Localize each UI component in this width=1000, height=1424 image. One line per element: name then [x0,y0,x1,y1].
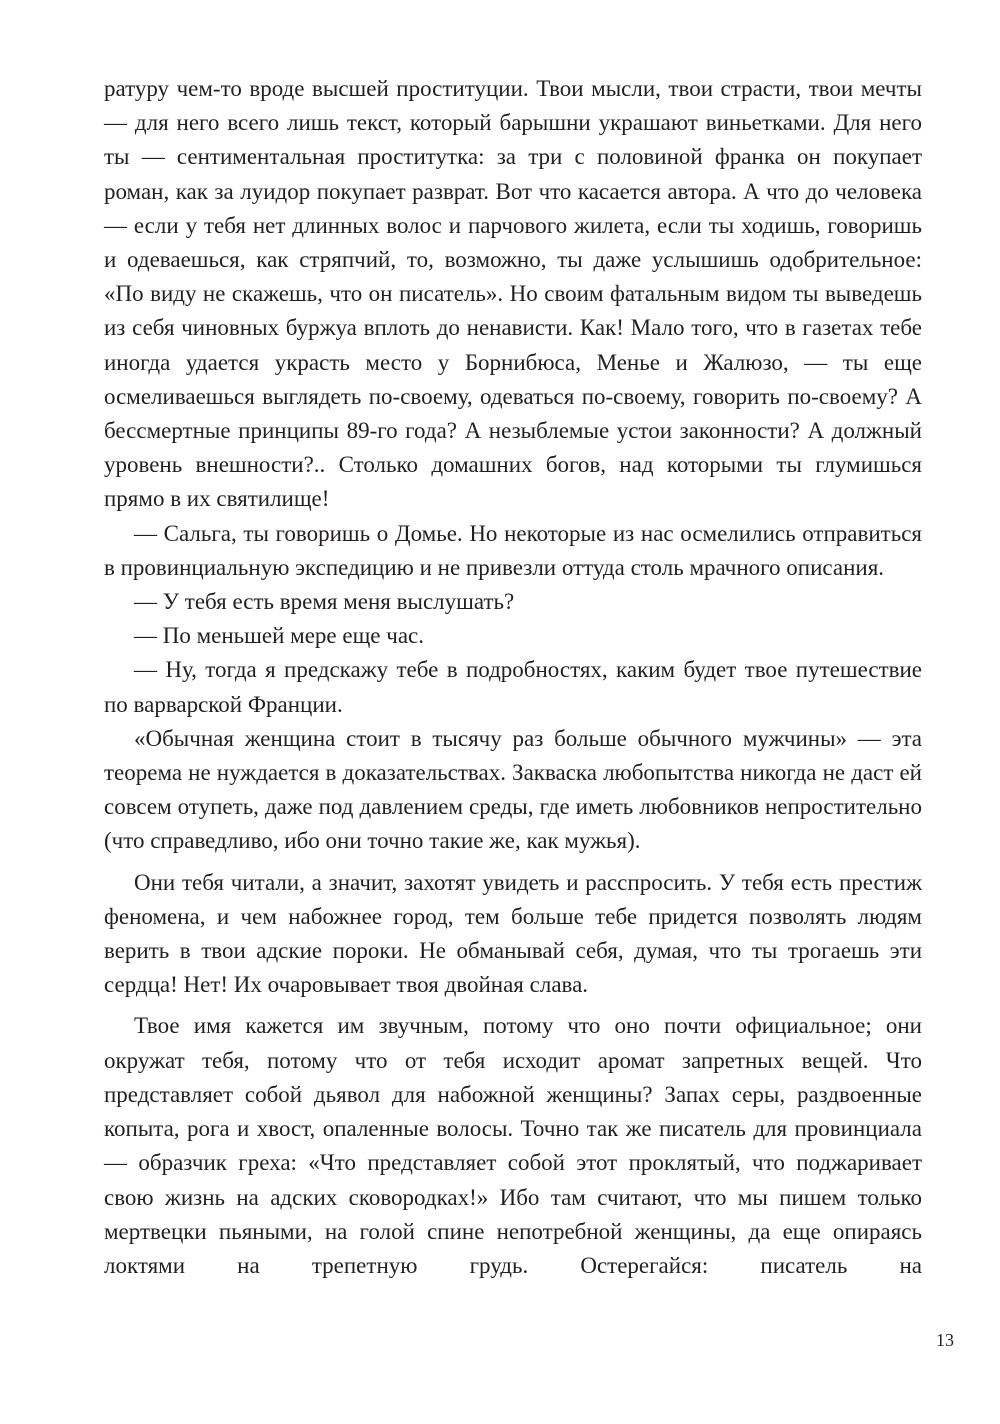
paragraph-8: Твое имя кажется им звучным, потому что оно почти официальное; они окружат тебя, потому что от тебя исходит аромат запретных вещей. Что представляет собой дьявол для набожной женщины? Запах серы, раздвоенные копыта, рога и хвост, опаленные волосы. Точно так же писатель для провинциала — образчик греха: «Что представляет собой этот проклятый, что поджаривает свою жизнь на адских сковородках!» Ибо там считают, что мы пишем только мертвецки пьяными, на голой спине непотребной женщины, да еще опираясь локтями на трепетную грудь. Остерегайся: писатель на [104,1013,922,1278]
paragraph-4: — По меньшей мере еще час. [134,623,424,649]
paragraph-6: «Обычная женщина стоит в тысячу раз больше обычного мужчины» — эта теорема не нуждается в доказательствах. Закваска любопытства никогда не даст ей совсем отупеть, даже под давлением среды, где иметь любовников непростительно (что справедливо, ибо они точно такие же, как мужья). [104,725,922,854]
page-number: 13 [936,1330,954,1350]
paragraph-3: — У тебя есть время меня выслушать? [134,589,515,615]
paragraph-5: — Ну, тогда я предскажу тебе в подробностях, каким будет твое путешествие по варварской Франции. [104,657,922,717]
paragraph-2: — Сальга, ты говоришь о Домье. Но некоторые из нас осмелились отправиться в провинциальную экспедицию и не привезли оттуда столь мрачного описания. [104,520,922,580]
paragraph-7: Они тебя читали, а значит, захотят увидеть и расспросить. У тебя есть престиж феномена, и чем набожнее город, тем больше тебе придется позволять людям верить в твои адские пороки. Не обманывай себя, думая, что ты трогаешь эти сердца! Нет! Их очаровывает твоя двойная слава. [104,869,922,998]
body-text [104,72,922,1283]
paragraph-1: ратуру чем-то вроде высшей проституции. Твои мысли, твои страсти, твои мечты — для него всего лишь текст, который барышни украшают виньетками. Для него ты — сентиментальная проститутка: за три с половиной франка он покупает роман, как за луидор покупает разврат. Вот что касается автора. А что до человека — если у тебя нет длинных волос и парчового жилета, если ты ходишь, говоришь и одеваешься, как стряпчий, то, возможно, ты даже услышишь одобрительное: «По виду не скажешь, что он писатель». Но своим фатальным видом ты выведешь из себя чиновных буржуа вплоть до ненависти. Как! Мало того, что в газетах тебе иногда удается украсть место у Борнибюса, Менье и Жалюзо, — ты еще осмеливаешься выглядеть по-своему, одеваться по-своему, говорить по-своему? А бессмертные принципы 89-го года? А незыблемые устои законности? А должный уровень внешности?.. Столько домашних богов, над которыми ты глумишься прямо в их святилище! [104,76,922,512]
